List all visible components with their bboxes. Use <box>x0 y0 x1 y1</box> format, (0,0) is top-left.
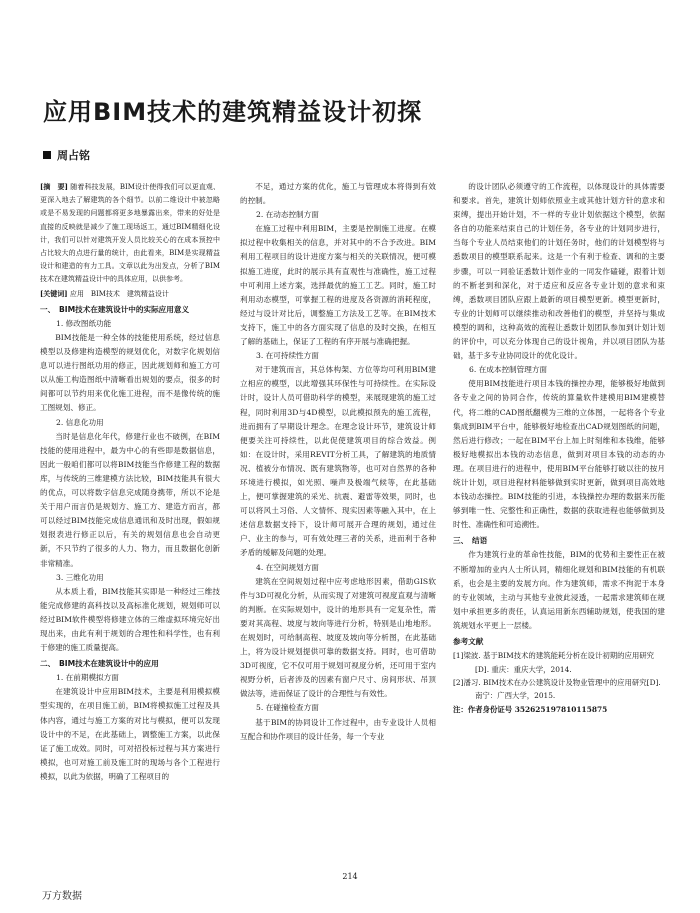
square-bullet-icon <box>43 151 51 159</box>
paragraph: 对于建筑而言，其总体构架、方位等均可利用BIM建立相应的模型，以此增强其环保性与可持续性。在实际设计时，设计人员可借助科学的模型，来展现建筑的施工过程，同时利用3D与4D模型，以此模拟预先的施工流程，进而拥有了早期设计理念。在理念设计环节，建筑设计师便要关注可持续性，以此促使建筑项目的综合效益。例如：在设计时，采用REVIT分析工具，了解建筑的地质情况、植被分布情况、既有建筑物等，也可对自然界的各种环境进行模拟，如光照、噪声及极端气候等，在此基础上，便可掌握建筑的采光、抗震、避雷等效果，同时，也可以将风土习俗、人文情怀、现实因素等融入其中，在上述信息数据支持下，设计师可展开合理的规划，通过住户、业主的参与，可有效处理三者的关系，进而利于各种矛盾的缓解及问题的处理。 <box>240 365 436 558</box>
subheading: 6. 在成本控制管理方面 <box>469 365 548 375</box>
paper-title: 应用BIM技术的建筑精益设计初探 <box>43 98 423 126</box>
reference-item: [2]潘习. BIM技术在办公建筑设计及物业管理中的应用研究[D]. 南宁：广西大学，2015. <box>453 677 661 701</box>
section-heading-2: 二、 BIM技术在建筑设计中的应用 <box>40 659 159 669</box>
subheading: 4. 在空间规划方面 <box>256 562 319 572</box>
subheading: 5. 在碰撞检查方面 <box>256 703 319 713</box>
column-right <box>453 180 665 716</box>
paragraph: 在建筑设计中应用BIM技术，主要是利用模拟模型实现的，在项目施工前，BIM将模拟施工过程及具体内容，通过与施工方案的对比与模拟，便可以发现设计中的不足，在此基础上，调整施工方案，以此保证了施工成效。同时，可对招投标过程与其方案进行模拟，也可对施工前及施工时的现场与各个工程进行模拟，以此为依据，明确了工程项目的 <box>40 687 220 781</box>
references-heading: 参考文献 <box>453 637 484 646</box>
section-heading-3: 三、 结语 <box>453 536 488 546</box>
reference-item: [1]梁波. 基于BIM技术的建筑能耗分析在设计初期的应用研究[D]. 重庆：重庆大学，2014. <box>453 651 655 674</box>
column-left <box>40 180 220 784</box>
paragraph: 不足，通过方案的优化，施工与管理成本将得到有效的控制。 <box>240 182 436 206</box>
paragraph: 的设计团队必须遵守的工作流程，以体现设计的具体需要和要求。首先，建筑计划师依照业主或其他计划方针的意求和束缚，提出开始计划，不一样的专业计划依据这个模型，依据各自的功能来结束自己的计划任务，各专业的计划同步进行，当每个专业人员结束他们的计划任务时，他们的计划模型将与悉数项目的模型联系起来。这是一个有利于检查、调和的主要步骤，可以一同验证悉数计划作业的一同发作磕碰，跟着计划的不断老到和深化，对于适应和反应各专业计划的意求和束缚，悉数项目团队应跟上最新的项目模型更新。模型更新时，专业的计划师可以继续推动和改善他们的模型，并坚持与集成模型的调和，这种高效的流程让悉数计划团队参加到计划计划的评价中，可以充分体现自己的设计视角，并以项目团队为基础，基于多专业协同设计的优化设计。 <box>453 182 665 361</box>
section-heading-1: 一、 BIM技术在建筑设计中的实际应用意义 <box>40 304 190 314</box>
keywords <box>40 287 220 301</box>
paragraph: 从本质上看，BIM技能其实即是一种经过三维技能完成修建的高科技以及高标准化规划，规划师可以经过BIM软件模型将修建立体的三维虚拟环境完好出现出来，由此有利于规划的合理性和科学性，也有利于修建的施工质量提高。 <box>40 586 220 653</box>
subheading: 3. 三维化功用 <box>56 572 104 582</box>
author-line <box>43 147 90 163</box>
subheading: 3. 在可持续性方面 <box>256 351 319 361</box>
author-name: 周占铭 <box>57 149 90 162</box>
subheading: 1. 在前期模拟方面 <box>56 673 119 683</box>
subheading: 2. 信息化功用 <box>56 417 104 427</box>
abstract-text: 随着科技发展，BIM设计使得我们可以更直观、更深入地去了解建筑的各个细节。以前二维设计中被忽略或是不易发现的问题都将更多地暴露出来，带来的好处是直接的反映就是减少了施工现场返工，通过BIM精细化设计，我们可以针对建筑开发人员比较关心的在成本预控中占比较大的点进行量的统计，由此看来，BIM是实现精益设计和建造的有力工具。文章以此为出发点，分析了BIM技术在建筑精益设计中的具体应用，以供参考。 <box>40 183 220 284</box>
page-number: 214 <box>342 872 358 881</box>
paragraph: 当时是信息化年代，修建行业也不破例，在BIM技能的使用进程中，最为中心的有些即是数据信息，因此一般咱们都可以将BIM技能当作修建工程的数据库，与传统的三维建模方法比较，BIM技能具有很大的优点，可以将数字信息完成随身携带，所以不论是关于用户而言仍是规划方、施工方、建造方而言，都可以经过BIM技能完成信息通讯和及时出现，假如规划报表进行修正以后，有关的规划信息也会自动更新，不只节约了很多的人力、物力，而且数据化创新非常精准。 <box>40 431 220 568</box>
subheading: 2. 在动态控制方面 <box>256 210 319 220</box>
references <box>453 649 665 703</box>
abstract-label: [摘 要] <box>40 182 68 191</box>
subheading: 1. 修改图纸功能 <box>56 318 112 328</box>
author-note: 注：作者身份证号 352625197810115875 <box>453 704 608 714</box>
paragraph: BIM技能是一种全体的技能使用系统，经过信息模型以及修建构造模型的规划优化，对数字化规划信息可以进行图纸功用的修正，因此规划师和施工方可以从施工构造图纸中清晰看出规划的要点，很多的时间都可以节约用来优化施工进程，而不是像传统的施工图规划、修正。 <box>40 333 220 413</box>
paragraph: 建筑在空间规划过程中应考虑地形因素，借助GIS软件与3D可视化分析，从而实现了对建筑可视度直观与清晰的判断。在实际规划中，设计的地形具有一定复杂性，需要对其高程、坡度与坡向等进行分析，特别是山地地形。在规划时，可给制高程、坡度及坡向等分析图，在此基础上，将为设计规划提供可靠的数据支持。同时，也可借助3D可视度，它不仅可用于规划可视度分析，还可用于室内视野分析，后者涉及的因素有窗户尺寸、房间形状、吊顶做法等，进而保证了设计的合理性与有效性。 <box>240 576 436 699</box>
paragraph: 在施工过程中利用BIM，主要是控制施工进度。在模拟过程中收集相关的信息，并对其中的不合予改进。BIM利用工程项目的设计进度方案与相关的关联情况，便可模拟施工进度，此时的展示具有直观性与准确性，施工过程中可利用上述方案，选择最优的施工工艺。同时，施工时利用动态模型，可掌握工程的进度及各资源的消耗程度，经过与设计对比后，调整施工方法及工艺等。在BIM技术支持下，施工中的各方面实现了信息的及时交换，在相互了解的基础上，保证了工程的有序开展与准确把握。 <box>240 224 436 347</box>
footer-watermark: 万方数据 <box>42 891 82 902</box>
column-middle <box>240 180 436 744</box>
paragraph: 作为建筑行业的革命性技能，BIM的优势和主要性正在被不断增加的业内人士所认同，精细化规划和BIM技能的有机联系，也会是主要的发展方向。作为建筑师，需求不拘泥于本身的专业领域，主动与其他专业彼此浸透，一起需求建筑师在规划中承担更多的责任，认真运用新东西辅助规划，使我国的建筑规划水平更上一层楼。 <box>453 550 665 630</box>
keywords-label: [关键词] <box>40 288 68 298</box>
keywords-text: 应用 BIM技术 建筑精益设计 <box>69 289 169 298</box>
abstract <box>40 180 220 287</box>
paragraph: 基于BIM的协同设计工作过程中，由专业设计人员相互配合和协作项目的设计任务，每一个专业 <box>240 717 436 741</box>
paragraph: 使用BIM技能进行项目本钱的操控办理，能够极好地做到各专业之间的协同合作，传统的算量软件建模用BIM建模替代，将二维的CAD图纸翻模为三维的立体图，一起将各个专业集成到BIM平台中，能够极好地检查出CAD规划图纸的问题，然后进行修改；一起在BIM平台上加上时刻维和本钱维，能够极好地模拟出本钱的动态信息，做到对项目本钱的动态的办理。在项目进行的进程中，使用BIM平台能够打破以往的按月统计计划，项目进程材料能够做到实时更新，做到项目高效地本钱动态操控。BIM技能的引进，本钱操控办理的数据来历能够到唯一性、完整性和正确性，数据的获取进程也能够做到及时性、准确性和可追溯性。 <box>453 379 665 530</box>
